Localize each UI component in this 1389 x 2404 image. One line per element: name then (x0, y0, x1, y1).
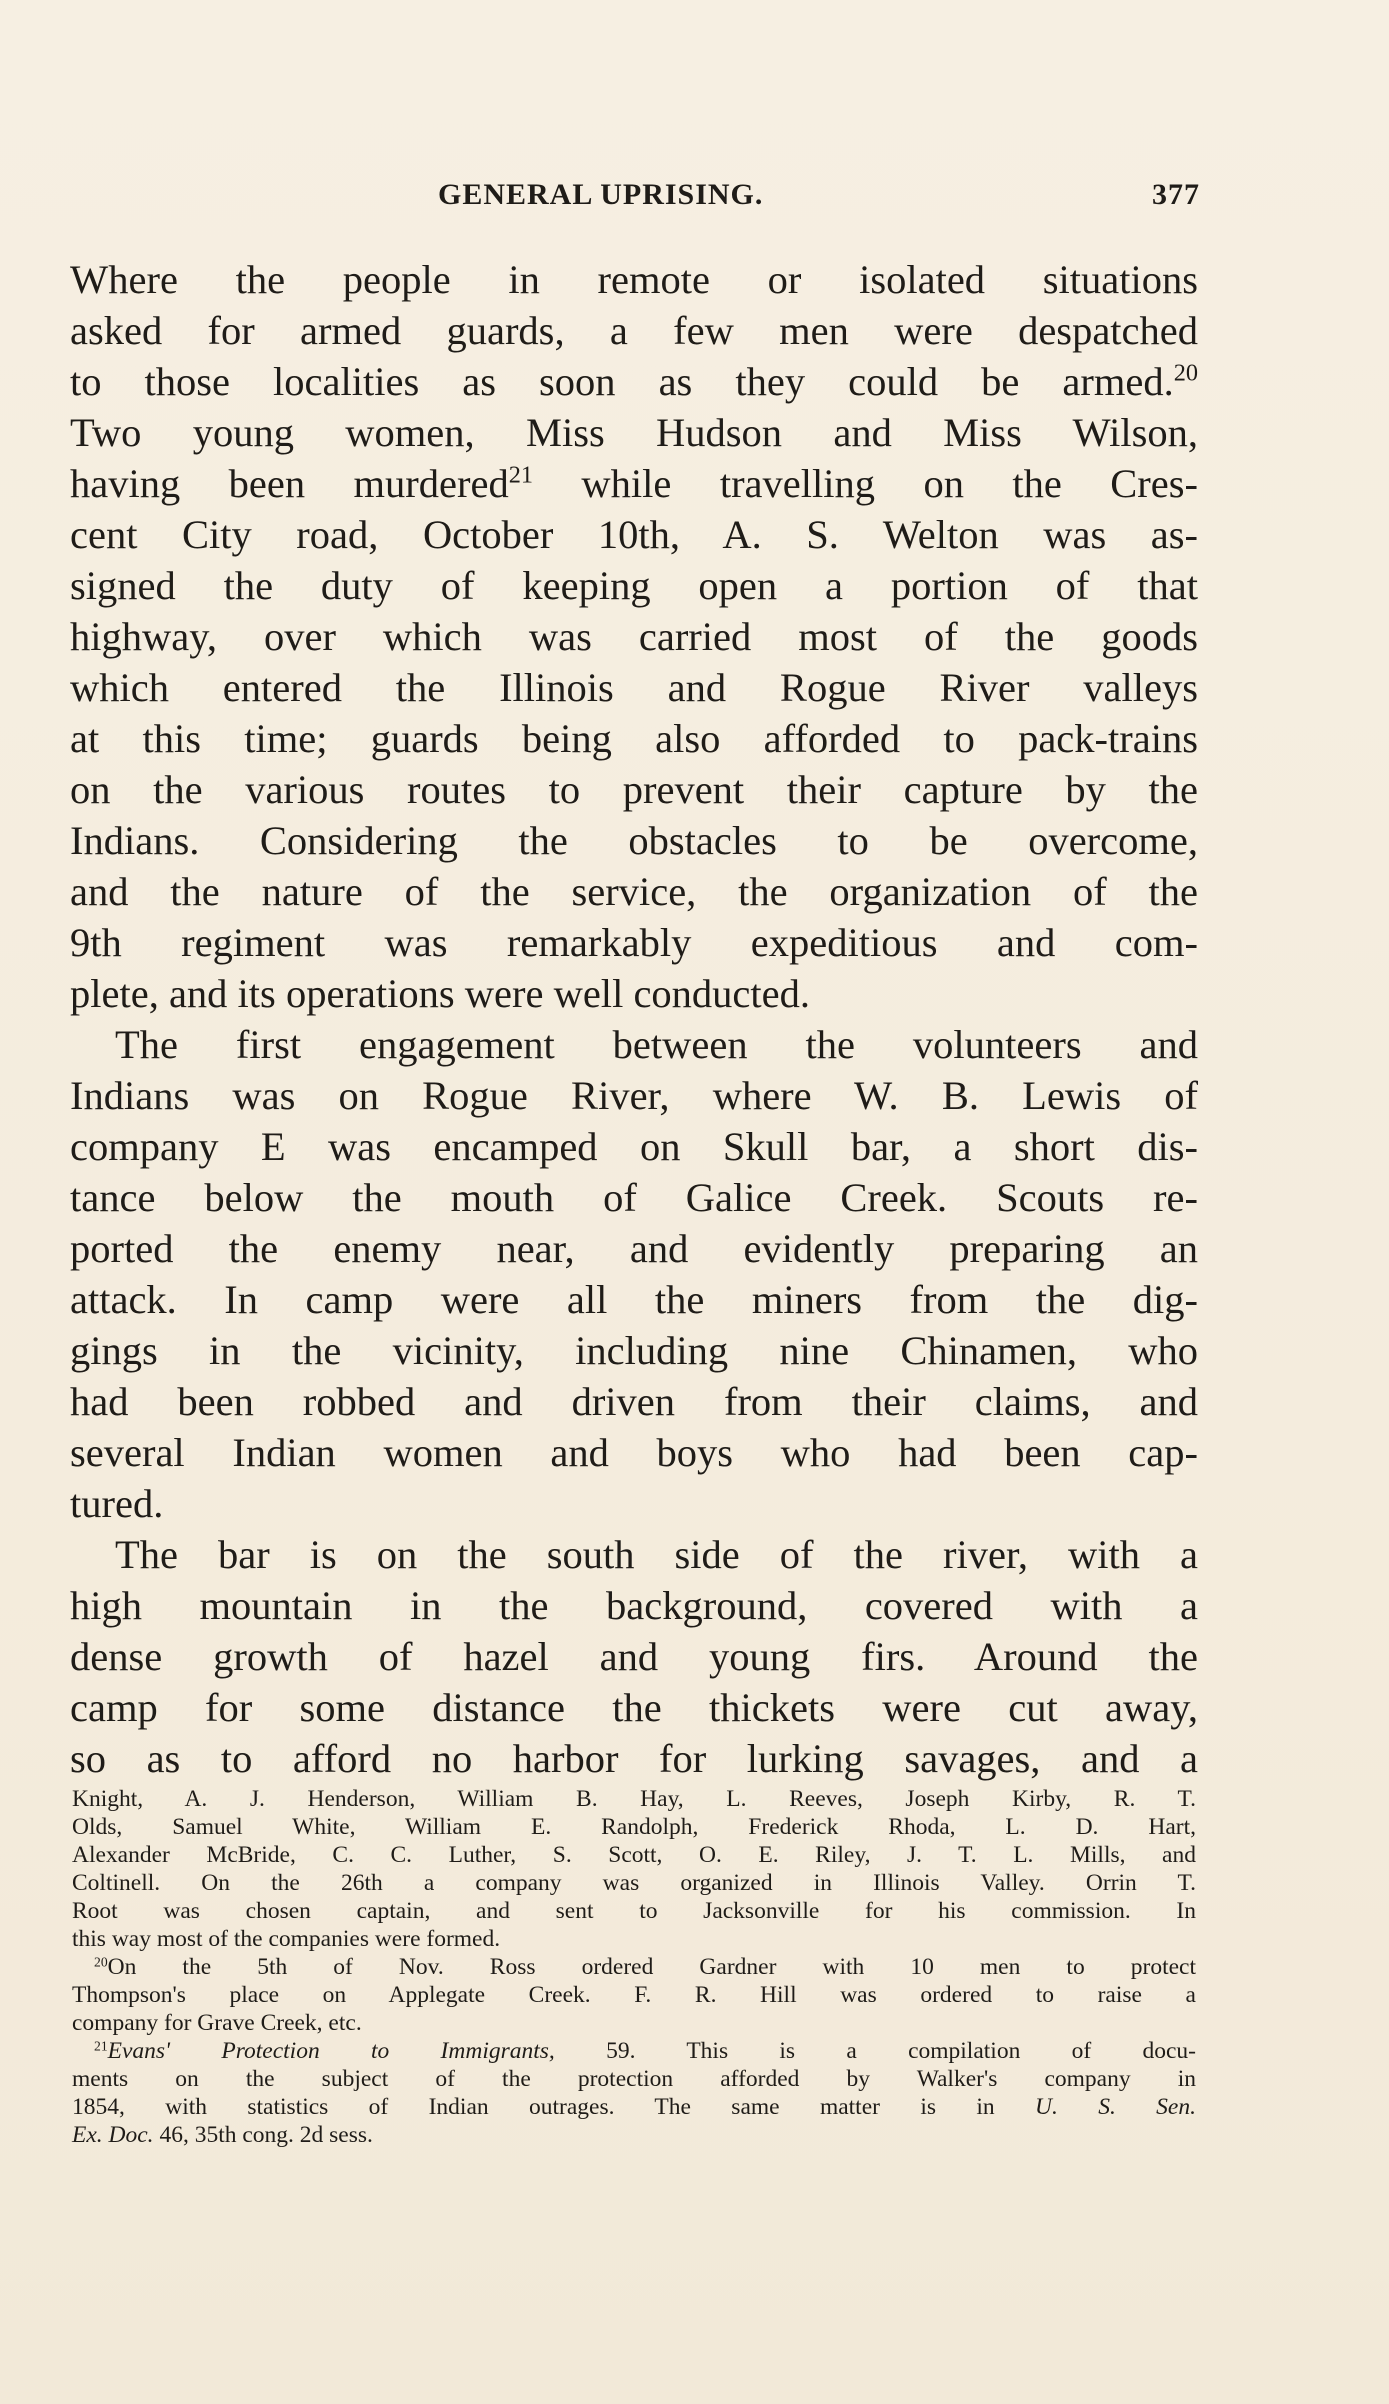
body-line: The bar is on the south side of the river, with a (115, 1532, 1198, 1577)
footnote-ref-21: 21 (508, 461, 533, 489)
body-line: high mountain in the background, covered with a (70, 1583, 1198, 1628)
body-line: several Indian women and boys who had been cap- (70, 1430, 1198, 1475)
body-line: and the nature of the service, the organization of the (70, 869, 1198, 914)
body-line: at this time; guards being also afforded to pack-trains (70, 716, 1198, 761)
body-line: which entered the Illinois and Rogue River valleys (70, 665, 1198, 710)
footnote-line: Thompson's place on Applegate Creek. F. R. Hill was ordered to raise a (72, 1982, 1196, 2008)
body-line: having been murdered$^{21}$ while travelling on the Cres- (70, 461, 1198, 506)
body-line: camp for some distance the thickets were cut away, (70, 1685, 1198, 1730)
body-line: signed the duty of keeping open a portion of that (70, 563, 1198, 608)
body-line: cent City road, October 10th, A. S. Welton was as- (70, 512, 1198, 557)
body-line: gings in the vicinity, including nine Chinamen, who (70, 1328, 1198, 1373)
footnote-20: $^{20}$On the 5th of Nov. Ross ordered Gardner with 10 men to protect (94, 1954, 1196, 1980)
running-title: GENERAL UPRISING. (438, 178, 764, 211)
footnote-line: Knight, A. J. Henderson, William B. Hay, L. Reeves, Joseph Kirby, R. T. (72, 1786, 1196, 1812)
footnote-ref-20: 20 (1173, 359, 1198, 387)
footnote-21: $^{21}$Evans' Protection to Immigrants, 59. This is a compilation of docu- (94, 2038, 1196, 2064)
body-line: ported the enemy near, and evidently preparing an (70, 1226, 1198, 1271)
body-line: attack. In camp were all the miners from the dig- (70, 1277, 1198, 1322)
body-line: Two young women, Miss Hudson and Miss Wilson, (70, 410, 1198, 455)
body-line: asked for armed guards, a few men were despatched (70, 308, 1198, 353)
body-line: to those localities as soon as they could be armed.$^{20}$ (70, 359, 1198, 404)
footnote-line: 1854, with statistics of Indian outrages. The same matter is in U. S. Sen. (72, 2094, 1196, 2120)
body-text (70, 254, 1198, 1784)
body-line: had been robbed and driven from their claims, and (70, 1379, 1198, 1424)
body-line: on the various routes to prevent their capture by the (70, 767, 1198, 812)
body-line: Indians was on Rogue River, where W. B. Lewis of (70, 1073, 1198, 1118)
footnote-marker-21: 21 (94, 2038, 108, 2054)
footnote-line: Coltinell. On the 26th a company was organized in Illinois Valley. Orrin T. (72, 1870, 1196, 1896)
footnote-line: Olds, Samuel White, William E. Randolph, Frederick Rhoda, L. D. Hart, (72, 1814, 1196, 1840)
footnote-line: Root was chosen captain, and sent to Jacksonville for his commission. In (72, 1898, 1196, 1924)
footnote-21-source: U. S. Sen. (1035, 2094, 1196, 2120)
footnote-21-doc: Ex. Doc. (72, 2122, 154, 2148)
body-line: tured. (70, 1481, 164, 1526)
body-line: The first engagement between the volunteers and (115, 1022, 1198, 1067)
body-line: tance below the mouth of Galice Creek. Scouts re- (70, 1175, 1198, 1220)
body-line: so as to afford no harbor for lurking savages, and a (70, 1736, 1198, 1781)
body-line: Indians. Considering the obstacles to be overcome, (70, 818, 1198, 863)
body-line: 9th regiment was remarkably expeditious and com- (70, 920, 1198, 965)
footnote-line: company for Grave Creek, etc. (72, 2010, 362, 2036)
footnote-line: Alexander McBride, C. C. Luther, S. Scott, O. E. Riley, J. T. L. Mills, and (72, 1842, 1196, 1868)
footnote-line: this way most of the companies were formed. (72, 1926, 501, 1952)
body-line: Where the people in remote or isolated situations (70, 257, 1198, 302)
running-head (70, 178, 1200, 218)
footnote-line: Ex. Doc. 46, 35th cong. 2d sess. (72, 2122, 373, 2148)
footnote-21-title: Evans' Protection to Immigrants, (107, 2038, 555, 2064)
footnotes (72, 1785, 1196, 2149)
body-line: plete, and its operations were well conducted. (70, 971, 810, 1016)
body-line: highway, over which was carried most of the goods (70, 614, 1198, 659)
body-line: company E was encamped on Skull bar, a short dis- (70, 1124, 1198, 1169)
body-line: dense growth of hazel and young firs. Around the (70, 1634, 1198, 1679)
footnote-line: ments on the subject of the protection afforded by Walker's company in (72, 2066, 1196, 2092)
footnote-marker-20: 20 (94, 1954, 108, 1970)
page-number: 377 (1152, 178, 1200, 211)
